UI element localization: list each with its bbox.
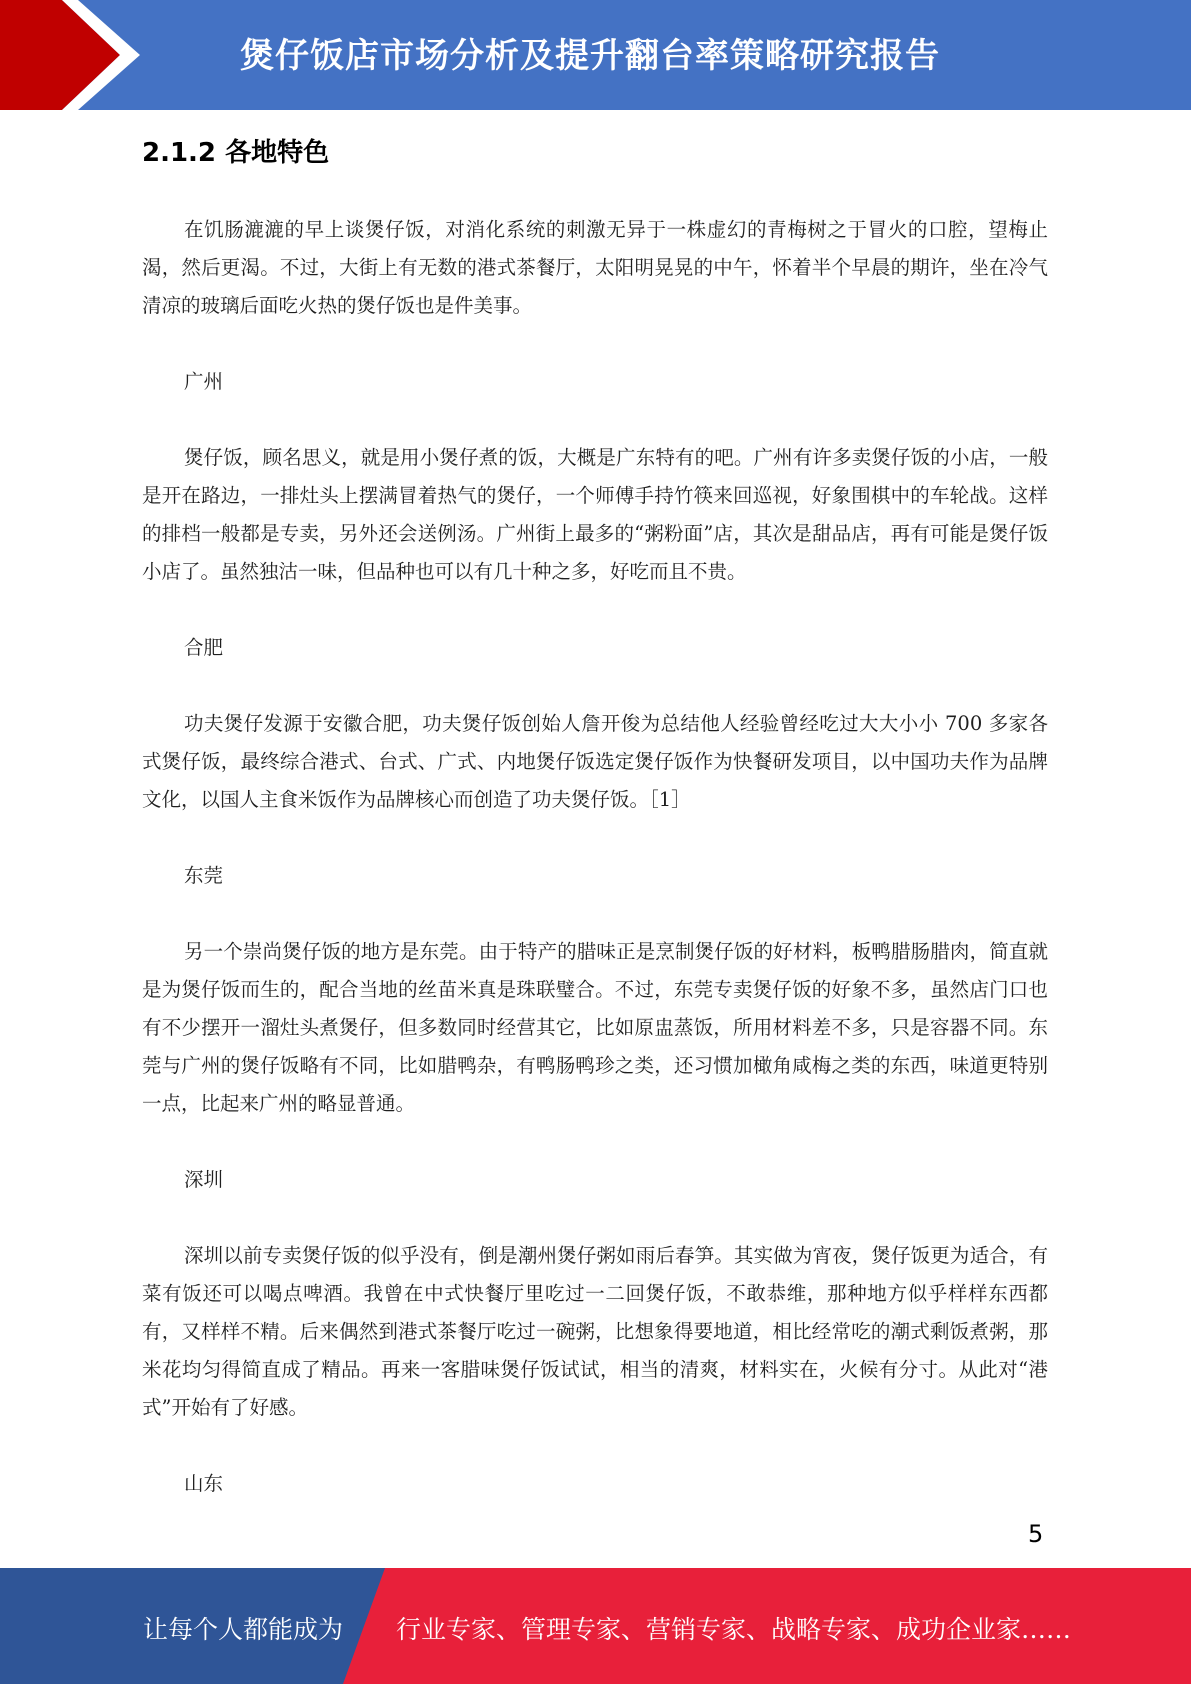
section-heading: 2.1.2 各地特色 xyxy=(142,138,330,168)
city-heading-guangzhou: 广州 xyxy=(184,370,224,393)
city-heading-hefei: 合肥 xyxy=(184,636,224,659)
page-header xyxy=(0,0,1191,110)
footer-slogan-left: 让每个人都能成为 xyxy=(143,1615,344,1644)
page-number: 5 xyxy=(1028,1520,1044,1548)
footer-slogan-right: 行业专家、管理专家、营销专家、战略专家、成功企业家…… xyxy=(396,1615,1072,1644)
guangzhou-paragraph: 煲仔饭，顾名思义，就是用小煲仔煮的饭，大概是广东特有的吧。广州有许多卖煲仔饭的小店，一般是开在路边，一排灶头上摆满冒着热气的煲仔，一个师傅手持竹筷来回巡视，好象围棋中的车轮战。这样的排档一般都是专卖，另外还会送例汤。广州街上最多的“粥粉面”店，其次是甜品店，再有可能是煲仔饭小店了。虽然独沽一味，但品种也可以有几十种之多，好吃而且不贵。 xyxy=(142,446,1048,583)
shenzhen-paragraph: 深圳以前专卖煲仔饭的似乎没有，倒是潮州煲仔粥如雨后春笋。其实做为宵夜，煲仔饭更为适合，有菜有饭还可以喝点啤酒。我曾在中式快餐厅里吃过一二回煲仔饭，不敢恭维，那种地方似乎样样东西都有，又样样不精。后来偶然到港式茶餐厅吃过一碗粥，比想象得要地道，相比经常吃的潮式剩饭煮粥，那米花均匀得简直成了精品。再来一客腊味煲仔饭试试，相当的清爽，材料实在，火候有分寸。从此对“港式”开始有了好感。 xyxy=(142,1244,1048,1419)
hefei-paragraph: 功夫煲仔发源于安徽合肥，功夫煲仔饭创始人詹开俊为总结他人经验曾经吃过大大小小 700 多家各式煲仔饭，最终综合港式、台式、广式、内地煲仔饭选定煲仔饭作为快餐研发项目，以中国功夫作为品牌文化，以国人主食米饭作为品牌核心而创造了功夫煲仔饭。［1］ xyxy=(142,712,1048,811)
city-heading-shenzhen: 深圳 xyxy=(184,1168,224,1191)
dongguan-paragraph: 另一个崇尚煲仔饭的地方是东莞。由于特产的腊味正是烹制煲仔饭的好材料，板鸭腊肠腊肉，简直就是为煲仔饭而生的，配合当地的丝苗米真是珠联璧合。不过，东莞专卖煲仔饭的好象不多，虽然店门口也有不少摆开一溜灶头煮煲仔，但多数同时经营其它，比如原盅蒸饭，所用材料差不多，只是容器不同。东莞与广州的煲仔饭略有不同，比如腊鸭杂，有鸭肠鸭珍之类，还习惯加橄角咸梅之类的东西，味道更特别一点，比起来广州的略显普通。 xyxy=(142,940,1048,1115)
city-heading-shandong: 山东 xyxy=(184,1472,224,1495)
report-title: 煲仔饭店市场分析及提升翻台率策略研究报告 xyxy=(240,36,940,76)
header-chevron-icon xyxy=(0,0,160,110)
city-heading-dongguan: 东莞 xyxy=(184,864,224,887)
page-footer xyxy=(0,1568,1191,1684)
intro-paragraph: 在饥肠漉漉的早上谈煲仔饭，对消化系统的刺激无异于一株虚幻的青梅树之于冒火的口腔，望梅止渴，然后更渴。不过，大街上有无数的港式茶餐厅，太阳明晃晃的中午，怀着半个早晨的期许，坐在冷气清凉的玻璃后面吃火热的煲仔饭也是件美事。 xyxy=(142,218,1048,317)
